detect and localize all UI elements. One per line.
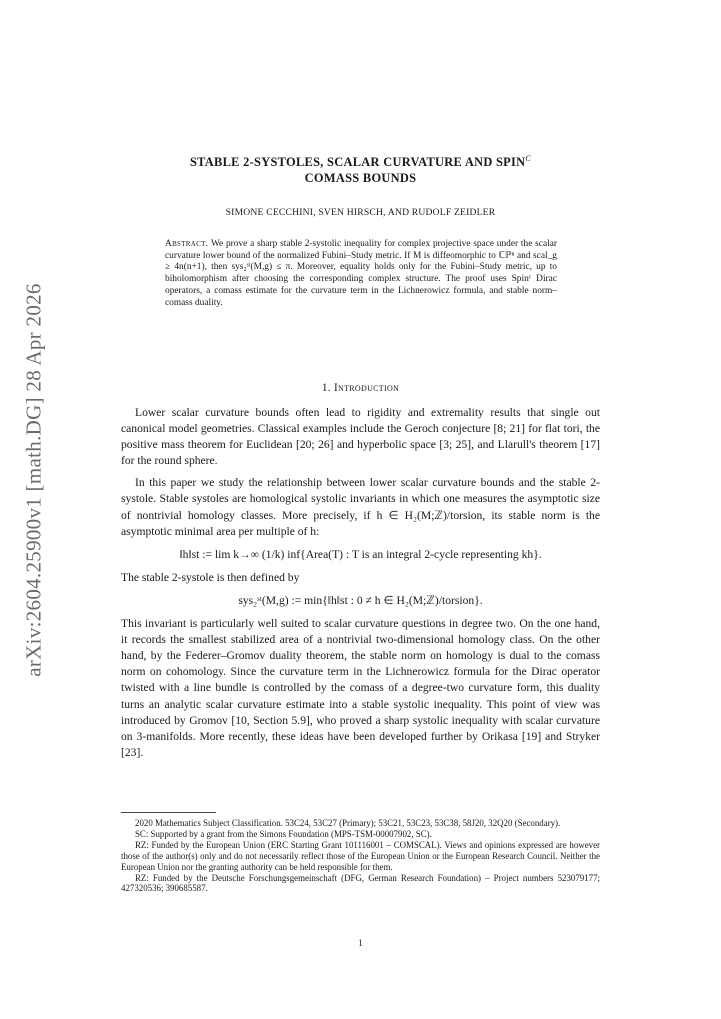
paragraph-2: In this paper we study the relationship between lower scalar curvature bounds and the stable 2-systole. Stable systoles are homological systolic invariants in which one measures the asymptotic size of nontrivial homology classes. More precisely, if h ∈ H₂(M;ℤ)/torsion, its stable norm is the asymptotic minimal area per multiple of h: [121,476,600,538]
section-heading: 1. Introduction [321,382,400,394]
footnote-funding-dfg: RZ: Funded by the Deutsche Forschungsgemeinschaft (DFG, German Research Foundation) – Project numbers 523079177; 427320536; 390685587. [121,872,600,894]
paragraph-1: Lower scalar curvature bounds often lead to rigidity and extremality results that single out canonical model geometries. Classical examples include the Geroch conjecture [8; 21] for flat tori, the positive mass theorem for Euclidean [20; 26] and hyperbolic space [3; 25], and Llarull's theorem [17] for the round sphere. [121,406,600,468]
paper-authors: SIMONE CECCHINI, SVEN HIRSCH, AND RUDOLF ZEIDLER [225,207,496,218]
equation-stable-systole: sys₂ˢᵗ(M,g) := min{‖h‖st : 0 ≠ h ∈ H₂(M;ℤ)/torsion}. [238,593,483,607]
abstract-label: Abstract. [165,239,209,249]
abstract-text: We prove a sharp stable 2-systolic inequality for complex projective space under the scalar curvature lower bound of the normalized Fubini–Study metric. If M is diffeomorphic to ℂℙⁿ and scal_g ≥ 4n(n+1), then sys₂ˢᵗ(M,g) ≤ π. Moreover, equality holds only for the Fubini–Study metric, up to biholomorphism after choosing the corresponding complex structure. The proof uses Spinᶜ Dirac operators, a comass estimate for the curvature term in the Lichnerowicz formula, and stable norm–comass duality. [165,239,557,308]
paper-title: STABLE 2-SYSTOLES, SCALAR CURVATURE AND $SPIN^C$ COMASS BOUNDS [189,154,532,186]
footnote-msc: 2020 Mathematics Subject Classification. 53C24, 53C27 (Primary); 53C21, 53C23, 53C38, 58J20, 32Q20 (Secondary). [135,818,561,828]
footnotes [121,818,600,894]
abstract [165,239,557,309]
paragraph-3: The stable 2-systole is then defined by [121,570,300,584]
body-text [121,405,600,767]
footnote-funding-sc: SC: Supported by a grant from the Simons Foundation (MPS-TSM-00007902, SC). [135,828,432,839]
arxiv-identifier-stamp [22,280,46,680]
page-number: 1 [358,938,363,948]
arxiv-id-text: arXiv:2604.25900v1 [math.DG] 28 Apr 2026 [21,283,46,677]
footnote-rule [121,812,216,813]
equation-stable-norm: ‖h‖st := lim k→∞ (1/k) inf{Area(T) : T is an integral 2-cycle representing kh}. [179,547,542,561]
footnote-funding-erc: RZ: Funded by the European Union (ERC Starting Grant 101116001 – COMSCAL). Views and opinions expressed are however those of the author(s) only and do not necessarily reflect those of the European Union or the European Research Council. Neither the European Union nor the granting authority can be held responsible for them. [121,839,600,872]
paragraph-4: This invariant is particularly well suited to scalar curvature questions in degree two. On the one hand, it records the smallest stabilized area of a nontrivial two-dimensional homology class. On the other hand, by the Federer–Gromov duality theorem, the stable norm on homology is dual to the comass norm on cohomology. Since the curvature term in the Lichnerowicz formula for the Dirac operator twisted with a line bundle is controlled by the comass of a degree-two curvature form, this duality turns an analytic scalar curvature estimate into a stable systolic inequality. This point of view was introduced by Gromov [10, Section 5.9], who proved a sharp systolic inequality with scalar curvature on 3-manifolds. More recently, these ideas have been developed further by Orikasa [19] and Stryker [23]. [121,617,600,759]
